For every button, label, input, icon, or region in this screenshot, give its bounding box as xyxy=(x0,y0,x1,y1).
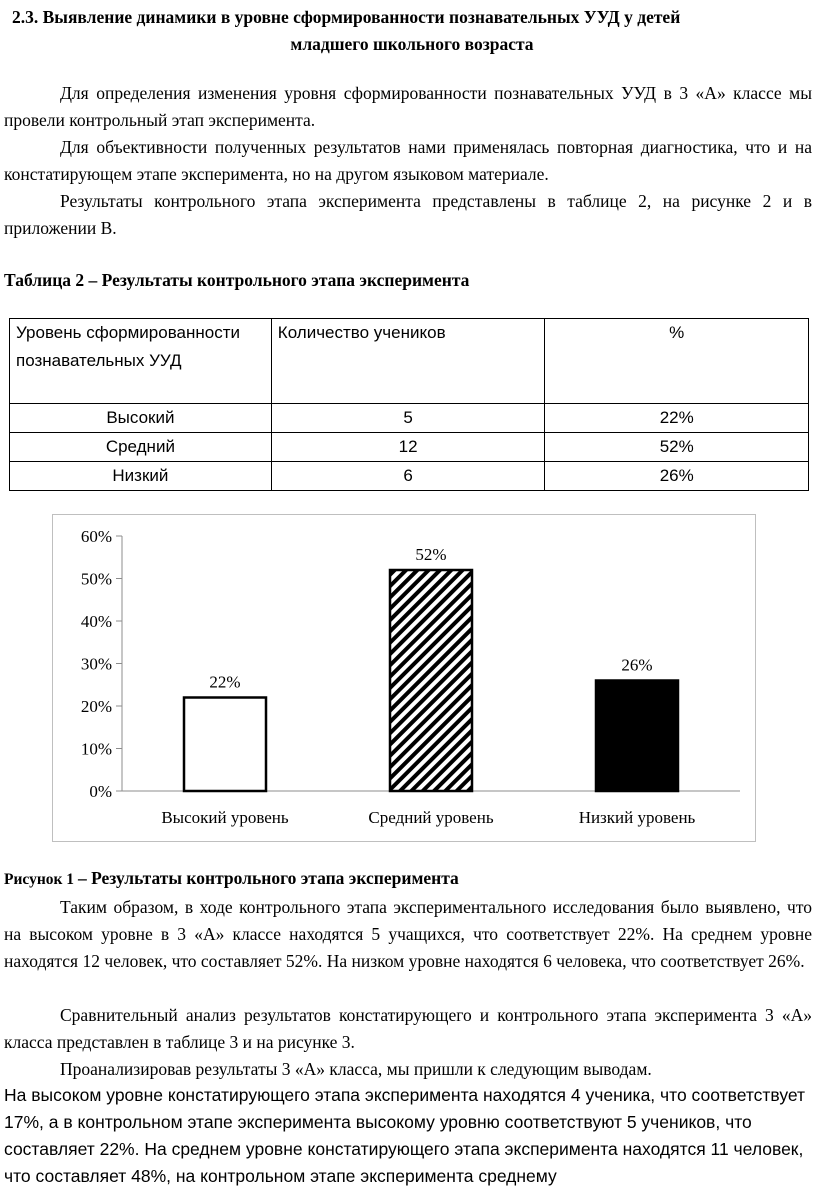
bar-3 xyxy=(596,681,678,792)
category-label: Низкий уровень xyxy=(578,808,696,827)
table-row xyxy=(10,433,809,462)
table-cell: Высокий xyxy=(10,404,272,433)
table-row xyxy=(10,462,809,491)
y-tick-label: 20% xyxy=(80,697,112,716)
table-cell: Низкий xyxy=(10,462,272,491)
bar-2 xyxy=(390,570,472,791)
figure-caption xyxy=(4,868,459,889)
table-cell: 12 xyxy=(271,433,545,462)
intro-paragraph-2: Для объективности полученных результатов нами применялась повторная диагностика, что и на констатирующем этапе эксперимента, но на другом языковом материале. xyxy=(4,137,812,184)
table-header-cell: Количество учеников xyxy=(271,319,545,404)
conclusion-paragraph-3: Проанализировав результаты 3 «А» класса, мы пришли к следующим выводам. xyxy=(60,1059,652,1079)
y-tick-label: 50% xyxy=(80,569,112,589)
intro-paragraph-1: Для определения изменения уровня сформированности познавательных УУД в 3 «А» классе мы провели контрольный этап эксперимента. xyxy=(4,83,812,130)
heading-line-2: младшего школьного возраста xyxy=(290,34,534,54)
figure-caption-prefix: Рисунок 1 xyxy=(4,871,75,888)
table-cell: 26% xyxy=(545,462,809,491)
table-row xyxy=(10,404,809,433)
table-cell: 22% xyxy=(545,404,809,433)
intro-paragraph-3: Результаты контрольного этапа эксперимента представлены в таблице 2, на рисунке 2 и в приложении В. xyxy=(4,191,812,238)
y-tick-label: 40% xyxy=(80,612,112,631)
data-label: 52% xyxy=(415,545,447,564)
conclusion-paragraph-2: Сравнительный анализ результатов констатирующего и контрольного этапа эксперимента 3 «А» класса представлен в таблице 3 и на рисунке 3. xyxy=(4,1005,812,1052)
table-cell: 6 xyxy=(271,462,545,491)
bar-chart xyxy=(52,514,756,842)
conclusion-paragraph-1: Таким образом, в ходе контрольного этапа экспериментального исследования было выявлено, что на высоком уровне в 3 «А» классе находятся 5 учащихся, что соответствует 22%. На среднем уровне находятся 12 человек, что составляет 52%. На низком уровне находятся 6 человека, что соответствует 26%. xyxy=(4,897,812,971)
results-table xyxy=(9,318,809,491)
y-tick-label: 30% xyxy=(80,654,112,674)
y-tick-label: 10% xyxy=(80,739,112,759)
table-caption: Таблица 2 – Результаты контрольного этапа эксперимента xyxy=(4,270,470,290)
y-tick-label: 60% xyxy=(80,527,112,546)
conclusion-paragraph-4: На высоком уровне констатирующего этапа эксперимента находятся 4 ученика, что соответствует 17%, а в контрольном этапе эксперимента высокому уровню соответствуют 5 учеников, что составляет 22%. На среднем уровне констатирующего этапа эксперимента находятся 11 человек, что составляет 48%, на контрольном этапе эксперимента среднему xyxy=(4,1085,806,1186)
table-header-cell: Уровень сформированности познавательных УУД xyxy=(10,319,272,404)
y-tick-label: 0% xyxy=(89,782,112,801)
table-header-cell: % xyxy=(545,319,809,404)
data-label: 26% xyxy=(621,655,653,675)
data-label: 22% xyxy=(209,672,241,692)
table-cell: 52% xyxy=(545,433,809,462)
table-cell: Средний xyxy=(10,433,272,462)
section-heading xyxy=(12,4,812,58)
heading-line-1: 2.3. Выявление динамики в уровне сформированности познавательных УУД у детей xyxy=(12,7,681,27)
category-label: Высокий уровень xyxy=(161,808,289,827)
category-label: Средний уровень xyxy=(368,808,494,827)
bar-1 xyxy=(184,698,266,792)
table-cell: 5 xyxy=(271,404,545,433)
table-header-row xyxy=(10,319,809,404)
figure-caption-text: – Результаты контрольного этапа эксперимента xyxy=(77,868,459,888)
